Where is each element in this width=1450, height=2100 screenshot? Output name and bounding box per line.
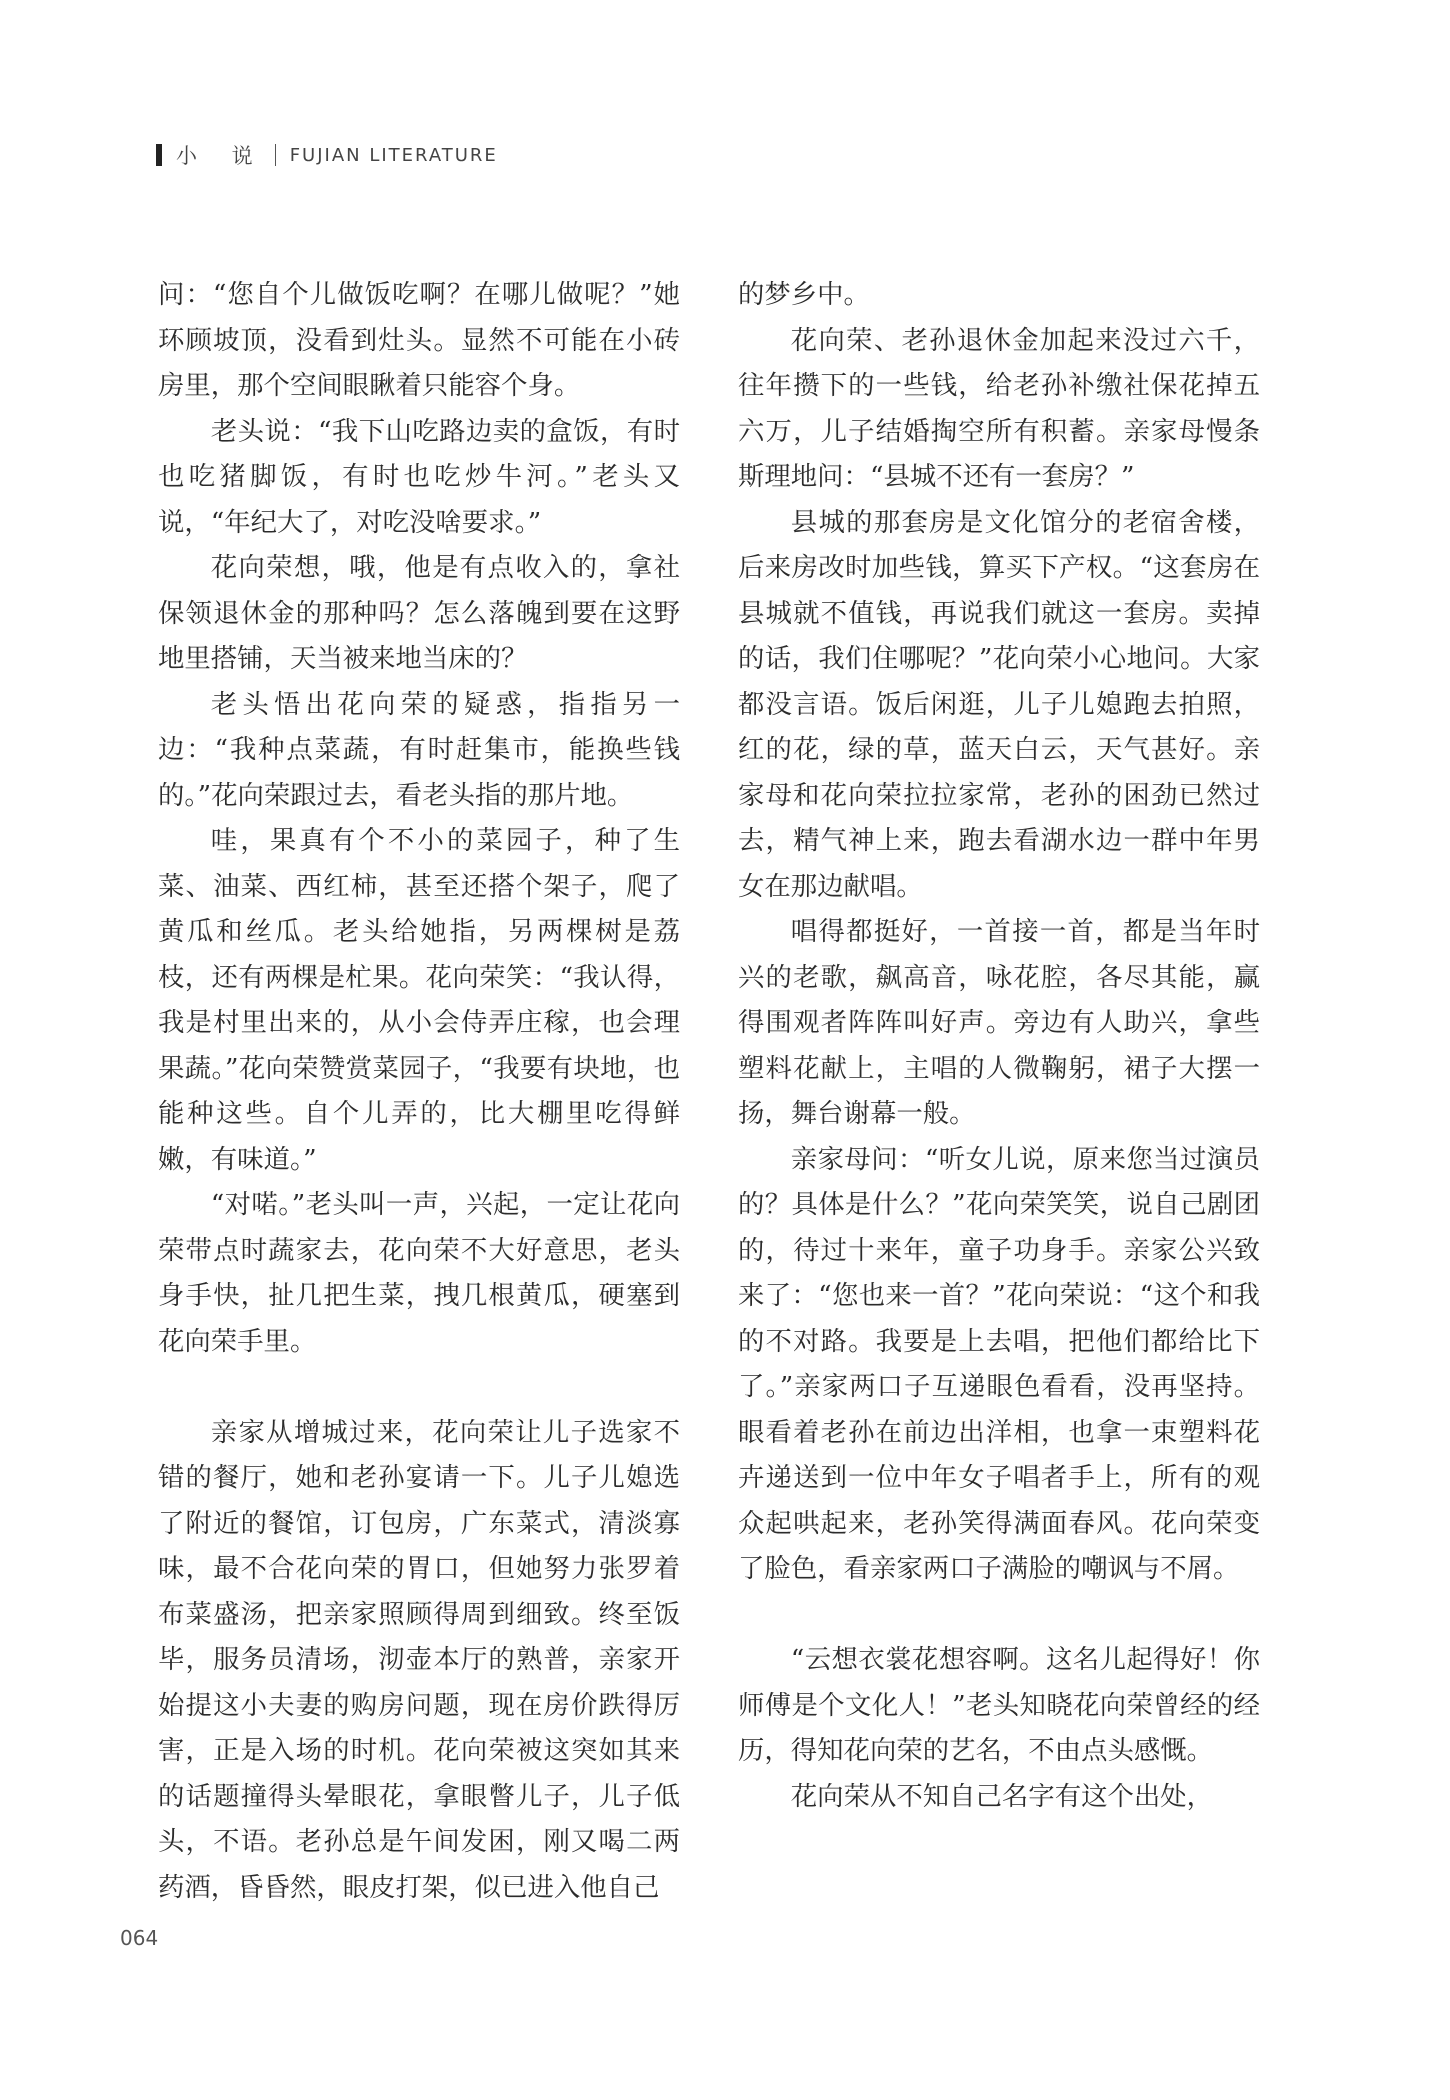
right-column <box>738 272 1260 1819</box>
paragraph: “云想衣裳花想容啊。这名儿起得好！你师傅是个文化人！”老头知晓花向荣曾经的经历，得知花向荣的艺名，不由点头感慨。 <box>738 1644 1260 1766</box>
paragraph: 亲家母问：“听女儿说，原来您当过演员的？具体是什么？”花向荣笑笑，说自己剧团的，待过十来年，童子功身手。亲家公兴致来了：“您也来一首？”花向荣说：“这个和我的不对路。我要是上去唱，把他们都给比下了。”亲家两口子互递眼色看看，没再坚持。眼看着老孙在前边出洋相，也拿一束塑料花卉递送到一位中年女子唱者手上，所有的观众起哄起来，老孙笑得满面春风。花向荣变了脸色，看亲家两口子满脸的嘲讽与不屑。 <box>738 1143 1260 1584</box>
magazine-name: FUJIAN LITERATURE <box>289 144 498 166</box>
paragraph: 亲家从增城过来，花向荣让儿子选家不错的餐厅，她和老孙宴请一下。儿子儿媳选了附近的餐馆，订包房，广东菜式，清淡寡味，最不合花向荣的胃口，但她努力张罗着布菜盛汤，把亲家照顾得周到细致。终至饭毕，服务员清场，沏壶本厅的熟普，亲家开始提这小夫妻的购房问题，现在房价跌得厉害，正是入场的时机。花向荣被这突如其来的话题撞得头晕眼花，拿眼瞥儿子，儿子低头，不语。老孙总是午间发困，刚又喝二两药酒，昏昏然，眼皮打架，似已进入他自己 <box>158 1416 680 1903</box>
running-header <box>156 140 498 170</box>
paragraph: 老头悟出花向荣的疑惑，指指另一边：“我种点菜蔬，有时赶集市，能换些钱的。”花向荣跟过去，看老头指的那片地。 <box>158 688 680 811</box>
paragraph: 花向荣从不知自己名字有这个出处， <box>790 1780 1214 1812</box>
paragraph: 花向荣、老孙退休金加起来没过六千，往年攒下的一些钱，给老孙补缴社保花掉五六万，儿子结婚掏空所有积蓄。亲家母慢条斯理地问：“县城不还有一套房？” <box>738 324 1260 492</box>
paragraph: 县城的那套房是文化馆分的老宿舍楼，后来房改时加些钱，算买下产权。“这套房在县城就不值钱，再说我们就这一套房。卖掉的话，我们住哪呢？”花向荣小心地问。大家都没言语。饭后闲逛，儿子儿媳跑去拍照，红的花，绿的草，蓝天白云，天气甚好。亲家母和花向荣拉拉家常，老孙的困劲已然过去，精气神上来，跑去看湖水边一群中年男女在那边献唱。 <box>738 506 1260 902</box>
paragraph: 的梦乡中。 <box>738 279 870 310</box>
paragraph: 唱得都挺好，一首接一首，都是当年时兴的老歌，飙高音，咏花腔，各尽其能，赢得围观者阵阵叫好声。旁边有人助兴，拿些塑料花献上，主唱的人微鞠躬，裙子大摆一扬，舞台谢幕一般。 <box>738 916 1260 1129</box>
page-number: 064 <box>120 1926 159 1950</box>
paragraph: 哇，果真有个不小的菜园子，种了生菜、油菜、西红柿，甚至还搭个架子，爬了黄瓜和丝瓜。老头给她指，另两棵树是荔枝，还有两棵是杧果。花向荣笑：“我认得，我是村里出来的，从小会侍弄庄稼，也会理果蔬。”花向荣赞赏菜园子，“我要有块地，也能种这些。自个儿弄的，比大棚里吃得鲜嫩，有味道。” <box>158 825 680 1175</box>
header-divider <box>275 144 276 166</box>
section-title: 小 说 <box>176 144 267 168</box>
paragraph: 问：“您自个儿做饭吃啊？在哪儿做呢？”她环顾坡顶，没看到灶头。显然不可能在小砖房里，那个空间眼瞅着只能容个身。 <box>158 279 680 401</box>
header-bar-mark <box>156 144 162 166</box>
left-column <box>158 272 680 1910</box>
paragraph: 花向荣想，哦，他是有点收入的，拿社保领退休金的那种吗？怎么落魄到要在这野地里搭铺，天当被来地当床的？ <box>158 552 680 674</box>
paragraph: 老头说：“我下山吃路边卖的盒饭，有时也吃猪脚饭，有时也吃炒牛河。”老头又说，“年纪大了，对吃没啥要求。” <box>158 415 680 538</box>
paragraph: “对喏。”老头叫一声，兴起，一定让花向荣带点时蔬家去，花向荣不大好意思，老头身手快，扯几把生菜，拽几根黄瓜，硬塞到花向荣手里。 <box>158 1189 680 1357</box>
